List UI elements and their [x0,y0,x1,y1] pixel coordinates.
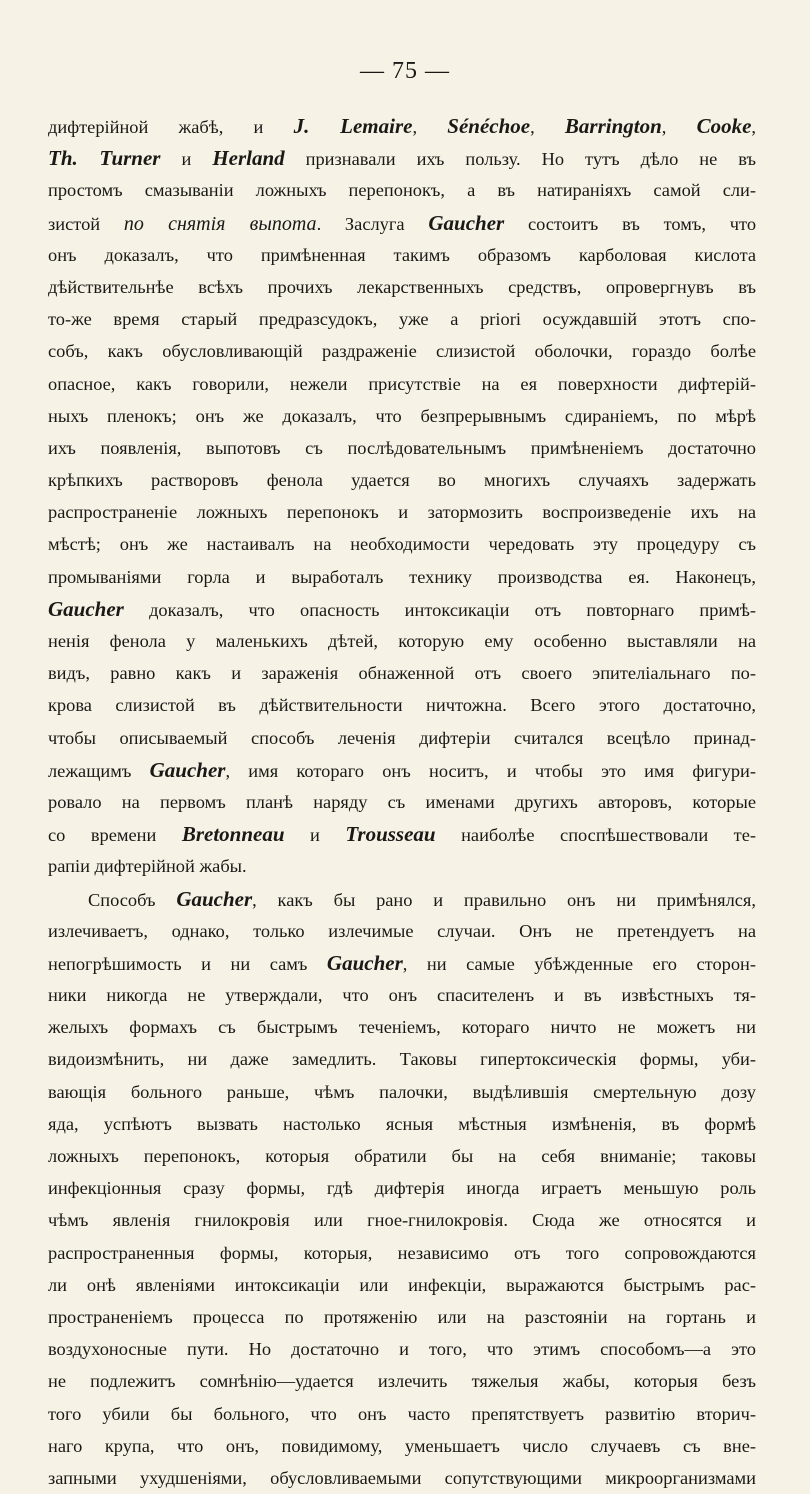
text-line [48,528,756,560]
author-name: Th. Turner [48,146,161,171]
text-run: распространеніе ложныхъ перепонокъ и затормозить воспроизведеніе ихъ на [48,502,756,523]
text-run: крова слизистой въ дѣйствительности ничтожна. Всего этого достаточно, [48,695,756,716]
text-line [48,561,756,593]
text-line [48,1398,756,1430]
author-name: Sénéchoe [447,114,531,138]
text-run: ихъ появленія, выпотовъ съ послѣдовательнымъ примѣненіемъ достаточно [48,437,756,458]
text-run: дѣйствительнѣе всѣхъ прочихъ лекарственныхъ средствъ, опровергнувъ въ [48,276,756,297]
text-run: простомъ смазываніи ложныхъ перепонокъ, а въ натираніяхъ самой сли- [48,180,756,201]
text-run: доказалъ, что опасность интоксикаціи отъ повторнаго примѣ- [123,599,756,620]
text-run: ли онѣ явленіями интоксикаціи или инфекціи, выражаются быстрымъ рас- [48,1274,756,1295]
text-run: желыхъ формахъ съ быстрымъ теченіемъ, котораго ничто не можетъ ни [48,1017,756,1038]
text-line [48,271,756,303]
text-run: признавали ихъ пользу. Но тутъ дѣло не въ [284,149,756,170]
text-line [48,1140,756,1172]
text-run: не подлежитъ сомнѣнію—удается излечить тяжелыя жабы, которыя безъ [48,1371,756,1392]
text-run: Способъ [88,889,177,910]
text-run: опасное, какъ говорили, нежели присутствіе на ея поверхности дифтерій- [48,373,756,394]
author-name: Bretonneau [181,822,285,847]
text-run: наиболѣе споспѣшествовали те- [435,825,756,846]
text-line [48,625,756,657]
text-run: состоитъ въ томъ, что [504,213,756,234]
text-line [48,915,756,947]
text-line [48,657,756,689]
text-run: лежащимъ [48,760,150,781]
text-run: воздухоносные пути. Но достаточно и того, что этимъ способомъ—а это [48,1339,756,1360]
text-line [48,786,756,818]
author-name: Gaucher [428,210,505,235]
text-line [48,1204,756,1236]
text-line [48,207,756,239]
author-name: J. Lemaire [293,114,413,138]
text-run: видоизмѣнить, ни даже замедлить. Таковы гипертоксическія формы, уби- [48,1049,756,1070]
text-line [48,142,756,174]
text-line [48,947,756,979]
text-run: собъ, какъ обусловливающій раздраженіе слизистой оболочки, гораздо болѣе [48,341,756,362]
text-run: излечиваетъ, однако, только излечимые случаи. Онъ не претендуетъ на [48,920,756,941]
text-run: видъ, равно какъ и зараженія обнаженной отъ своего эпителіальнаго по- [48,663,756,684]
text-run: дифтерійной жабѣ, и [48,117,294,137]
text-run: ники никогда не утверждали, что онъ спасителенъ и въ извѣстныхъ тя- [48,985,756,1006]
text-run: , какъ бы рано и правильно онъ ни примѣнялся, [252,889,756,910]
author-name: Cooke [696,114,752,138]
page-number: — 75 — [360,58,450,84]
text-line [48,689,756,721]
author-name: Trousseau [345,822,436,847]
text-run: то-же время старый предразсудокъ, уже а priori осуждавшій этотъ спо- [48,309,756,330]
text-line [48,400,756,432]
text-line [48,754,756,786]
text-run: непогрѣшимость и ни самъ [48,953,327,974]
author-name: Gaucher [326,950,403,975]
text-run: зистой [48,213,124,234]
body-text [48,110,756,1494]
text-line [48,1365,756,1397]
text-line [48,1172,756,1204]
emphasis-text: по снятія выпота [123,212,317,235]
text-line [48,1108,756,1140]
text-run: , [661,117,697,137]
text-run: чѣмъ явленія гнилокровія или гное-гнилокровія. Сюда же относятся и [48,1210,756,1231]
text-line [48,174,756,206]
text-run: , [751,117,756,137]
text-line [48,1076,756,1108]
text-run: , имя котораго онъ носитъ, и чтобы это имя фигури- [225,760,756,781]
text-run: , [412,117,448,137]
text-line [48,1043,756,1075]
text-run: , [530,117,565,137]
author-name: Gaucher [176,886,253,911]
text-run: чтобы описываемый способъ леченія дифтеріи считался всецѣло принад- [48,727,756,748]
text-run: рапіи дифтерійной жабы. [48,856,247,877]
text-line [48,1269,756,1301]
text-run: ровало на первомъ планѣ наряду съ именами другихъ авторовъ, которые [48,791,756,812]
author-name: Gaucher [48,596,124,621]
author-name: Herland [212,146,285,171]
text-run: онъ доказалъ, что примѣненная такимъ образомъ карболовая кислота [48,244,756,265]
text-line [48,496,756,528]
text-run: того убили бы больного, что онъ часто препятствуетъ развитію вторич- [48,1403,756,1424]
text-line [48,303,756,335]
text-line [48,1333,756,1365]
text-line [48,239,756,271]
text-run: яда, успѣютъ вызвать настолько ясныя мѣстныя измѣненія, въ формѣ [48,1113,756,1134]
text-run: ныхъ пленокъ; онъ же доказалъ, что безпрерывнымъ сдираніемъ, по мѣрѣ [48,405,756,426]
text-line [48,335,756,367]
text-line [48,368,756,400]
author-name: Gaucher [149,757,226,782]
text-run: ложныхъ перепонокъ, которыя обратили бы на себя вниманіе; таковы [48,1146,756,1166]
text-line [48,432,756,464]
text-run: промываніями горла и выработалъ технику производства ея. Наконецъ, [48,566,756,587]
text-line [48,593,756,625]
text-run: , ни самые убѣжденные его сторон- [402,953,756,974]
text-line [48,883,756,915]
text-line [48,464,756,496]
text-run: и [160,149,213,170]
text-run: распространенныя формы, которыя, независимо отъ того сопровождаются [48,1242,756,1263]
text-run: ненія фенола у маленькихъ дѣтей, которую ему особенно выставляли на [48,631,756,651]
text-line [48,979,756,1011]
text-line [48,850,756,882]
text-line [48,1430,756,1462]
text-line [48,1301,756,1333]
text-run: пространеніемъ процесса по протяженію или на разстояніи на гортань и [48,1306,756,1327]
author-name: Barrington [564,114,662,138]
text-line [48,1011,756,1043]
text-line [48,818,756,850]
text-run: инфекціонныя сразу формы, гдѣ дифтерія иногда играетъ меньшую роль [48,1178,756,1199]
text-run: вающія больного раньше, чѣмъ палочки, выдѣлившія смертельную дозу [48,1081,756,1102]
text-line [48,110,756,142]
text-run: наго крупа, что онъ, повидимому, уменьшаетъ число случаевъ съ вне- [48,1435,756,1456]
text-line [48,1237,756,1269]
text-run: . Заслуга [316,213,429,234]
text-run: со времени [48,825,182,846]
text-run: крѣпкихъ растворовъ фенола удается во многихъ случаяхъ задержать [48,470,756,491]
text-line [48,1462,756,1494]
text-line [48,722,756,754]
text-run: запными ухудшеніями, обусловливаемыми сопутствующими микроорганизмами [48,1467,756,1488]
text-run: мѣстѣ; онъ же настаивалъ на необходимости чередовать эту процедуру съ [48,534,756,555]
text-run: и [284,825,346,846]
